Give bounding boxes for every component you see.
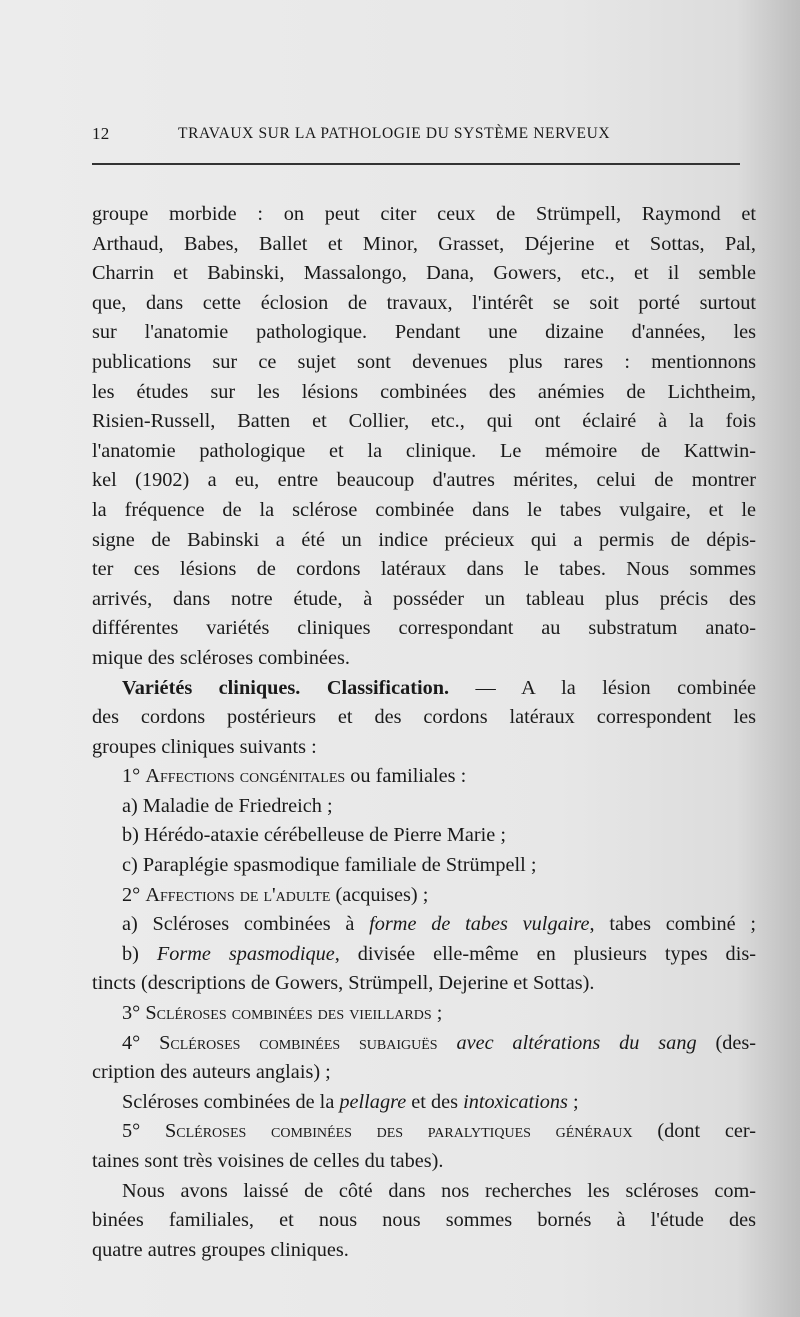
text-line: les études sur les lésions combinées des anémies de Lichtheim, <box>92 380 756 403</box>
running-title: TRAVAUX SUR LA PATHOLOGIE DU SYSTÈME NERVEUX <box>178 125 611 142</box>
list-item: 1° Affections congénitales ou familiales : <box>122 765 467 788</box>
text-line: Charrin et Babinski, Massalongo, Dana, Gowers, etc., et il semble <box>92 262 756 285</box>
text-line: publications sur ce sujet sont devenues plus rares : mentionnons <box>92 350 756 373</box>
list-item: 4° Scléroses combinées subaiguës avec altérations du sang (des- <box>122 1031 756 1054</box>
section-heading: Variétés cliniques. Classification. <box>122 676 450 699</box>
paragraph-intro <box>92 200 756 674</box>
text-line: kel (1902) a eu, entre beaucoup d'autres mérites, celui de montrer <box>92 469 756 492</box>
text-line: sur l'anatomie pathologique. Pendant une dizaine d'années, les <box>92 321 756 344</box>
text-line: quatre autres groupes cliniques. <box>92 1238 349 1261</box>
text-line: Risien-Russell, Batten et Collier, etc., qui ont éclairé à la fois <box>92 410 756 433</box>
text-line: groupe morbide : on peut citer ceux de Strümpell, Raymond et <box>92 203 756 225</box>
paragraph-conclusion <box>92 1177 756 1266</box>
text-line: la fréquence de la sclérose combinée dans le tabes vulgaire, et le <box>92 498 756 521</box>
text-line: cription des auteurs anglais) ; <box>92 1061 331 1084</box>
text-line: Arthaud, Babes, Ballet et Minor, Grasset, Déjerine et Sottas, Pal, <box>92 232 756 255</box>
text-line: binées familiales, et nous nous sommes bornés à l'étude des <box>92 1209 756 1232</box>
page-number: 12 <box>92 124 110 143</box>
text-line: signe de Babinski a été un indice précieux qui a permis de dépis- <box>92 528 756 551</box>
list-item: 2° Affections de l'adulte (acquises) ; <box>122 883 429 906</box>
list-item: 3° Scléroses combinées des vieillards ; <box>122 1002 443 1025</box>
classification-list <box>92 762 756 1176</box>
text-line: tincts (descriptions de Gowers, Strümpell, Dejerine et Sottas). <box>92 972 595 995</box>
text-line: des cordons postérieurs et des cordons latéraux correspondent les <box>92 706 756 729</box>
list-subitem: b) Forme spasmodique, divisée elle-même en plusieurs types dis- <box>122 942 756 965</box>
list-subitem: c) Paraplégie spasmodique familiale de Strümpell ; <box>122 854 537 877</box>
list-subitem: Scléroses combinées de la pellagre et des intoxications ; <box>122 1090 579 1113</box>
header-rule <box>92 163 740 165</box>
list-item: 5° Scléroses combinées des paralytiques généraux (dont cer- <box>122 1120 756 1143</box>
body-text <box>92 200 756 1265</box>
paragraph-classification <box>92 674 756 763</box>
text-line: l'anatomie pathologique et la clinique. Le mémoire de Kattwin- <box>92 439 756 462</box>
list-subitem: a) Scléroses combinées à forme de tabes vulgaire, tabes combiné ; <box>122 913 756 936</box>
text-line: groupes cliniques suivants : <box>92 735 317 758</box>
text-line: taines sont très voisines de celles du tabes). <box>92 1150 444 1172</box>
text-line: Nous avons laissé de côté dans nos recherches les scléroses com- <box>122 1179 756 1202</box>
text-line: arrivés, dans notre étude, à posséder un tableau plus précis des <box>92 587 756 610</box>
text-line: Variétés cliniques. Classification. — A la lésion combinée <box>122 676 756 699</box>
page-header <box>92 124 742 154</box>
text-line: que, dans cette éclosion de travaux, l'intérêt se soit porté surtout <box>92 291 756 314</box>
list-subitem: b) Hérédo-ataxie cérébelleuse de Pierre Marie ; <box>122 824 507 847</box>
text-line: mique des scléroses combinées. <box>92 646 350 669</box>
list-subitem: a) Maladie de Friedreich ; <box>122 794 333 817</box>
text-line: différentes variétés cliniques correspondant au substratum anato- <box>92 617 756 640</box>
text-line: ter ces lésions de cordons latéraux dans le tabes. Nous sommes <box>92 558 756 581</box>
